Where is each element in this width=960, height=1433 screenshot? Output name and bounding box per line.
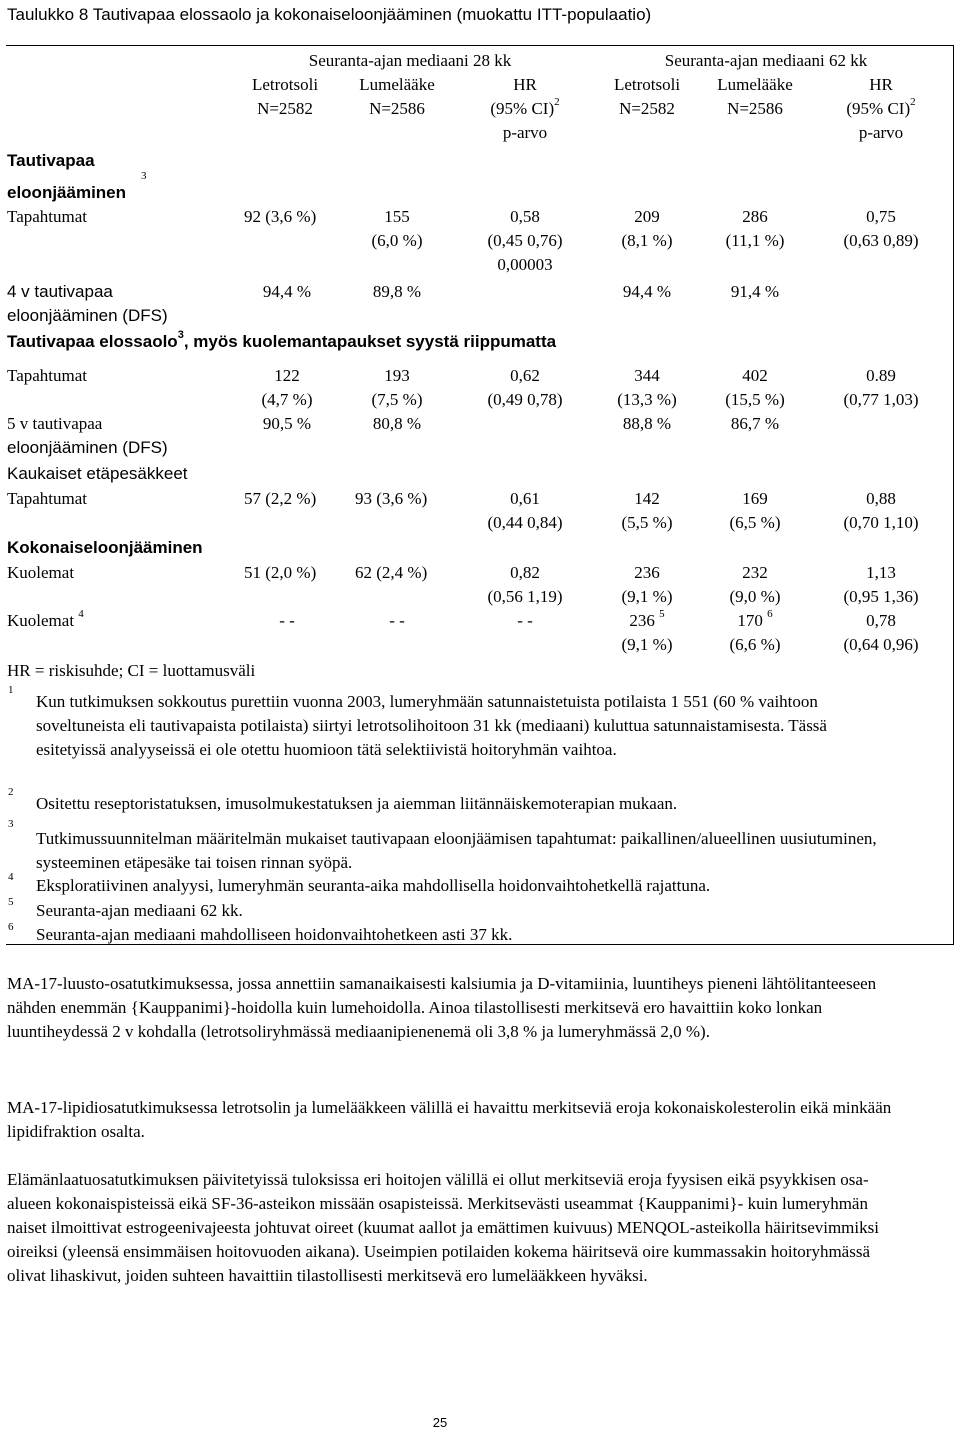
cell-ci-62: (0,64 0,96) bbox=[843, 635, 919, 654]
cell-lume-28: 93 (3,6 %) bbox=[355, 489, 428, 508]
body-paragraph: MA-17-lipidiosatutkimuksessa letrotsolin ja lumelääkkeen välillä ei havaittu merkitseviä eroja kokonaiskolesterolin eikä minkään lipidifraktion osalta. bbox=[7, 1098, 892, 1141]
cell-letro-62-pct: (5,5 %) bbox=[621, 513, 673, 532]
cell-letro-62: 94,4 % bbox=[622, 282, 672, 301]
cell-hr-28: 0,82 bbox=[510, 563, 540, 582]
col-lume-62: Lumelääke bbox=[717, 75, 793, 94]
cell-hr-28: 0,61 bbox=[510, 489, 540, 508]
cell-lume-28-pct: (7,5 %) bbox=[371, 390, 423, 409]
cell-hr-62: 0,88 bbox=[866, 489, 896, 508]
cell-lume-62: 286 bbox=[742, 207, 768, 226]
cell-lume-62: 86,7 % bbox=[730, 414, 780, 433]
row-label-2: eloonjääminen (DFS) bbox=[7, 306, 168, 325]
col-hr-62: HR bbox=[869, 75, 893, 94]
cell-letro-62-pct: (13,3 %) bbox=[617, 390, 677, 409]
table-top-border bbox=[6, 45, 954, 46]
row-label: Tapahtumat bbox=[7, 207, 88, 226]
col-parvo-62: p-arvo bbox=[858, 123, 904, 142]
col-lume-28: Lumelääke bbox=[359, 75, 435, 94]
abbreviations: HR = riskisuhde; CI = luottamusväli bbox=[7, 661, 256, 680]
cell-letro-28: 90,5 % bbox=[262, 414, 312, 433]
table-title: Taulukko 8 Tautivapaa elossaolo ja kokonaiseloonjääminen (muokattu ITT-populaatio) bbox=[7, 5, 652, 24]
col-letro-62: Letrotsoli bbox=[613, 75, 681, 94]
col-hr-28: HR bbox=[513, 75, 537, 94]
row-label: Tapahtumat bbox=[7, 366, 88, 385]
body-paragraph: MA-17-luusto-osatutkimuksessa, jossa annettiin samanaikaisesti kalsiumia ja D-vitamiinia, luuntiheys pieneni lähtölitanteeseen nähden enemmän {Kauppanimi}-hoidolla kuin lumehoidolla. Ainoa tilastollisesti merkitsevä ero havaittiin koko lonkan luuntiheydessä 2 v kohdalla (letrotsoliryhmässä mediaanipienenemä oli 3,8 % ja lumeryhmässä 2,0 %). bbox=[7, 974, 877, 1041]
cell-ci-28: (0,49 0,78) bbox=[487, 390, 563, 409]
cell-hr-62: 1,13 bbox=[866, 563, 896, 582]
cell-lume-28: 80,8 % bbox=[372, 414, 422, 433]
row-label-2: eloonjääminen (DFS) bbox=[7, 438, 168, 457]
footnote-text: Seuranta-ajan mediaani mahdolliseen hoidonvaihtohetkeen asti 37 kk. bbox=[36, 925, 513, 944]
cell-letro-28: 51 (2,0 %) bbox=[244, 563, 317, 582]
cell-lume-62-pct: (15,5 %) bbox=[725, 390, 785, 409]
cell-letro-62-pct: (8,1 %) bbox=[621, 231, 673, 250]
footnote-text: Ositettu reseptoristatuksen, imusolmukestatuksen ja aiemman liitännäiskemoterapian mukaan. bbox=[36, 794, 678, 813]
footnote-number: 5 bbox=[8, 896, 14, 908]
footnote-text: Tutkimussuunnitelman määritelmän mukaiset tautivapaan eloonjäämisen tapahtumat: paikallinen/alueellinen uusiutuminen, systeeminen etäpesäke tai toisen rinnan syöpä. bbox=[36, 829, 877, 872]
cell-lume-28: - - bbox=[389, 611, 405, 630]
group-header-28: Seuranta-ajan mediaani 28 kk bbox=[308, 51, 512, 70]
footnote-text: Kun tutkimuksen sokkoutus purettiin vuonna 2003, lumeryhmään satunnaistetuista potilaista 1 551 (60 % vaihtoon soveltuneista eli tautivapaista potilaista) siirtyi letrotsolihoitoon 31 kk (mediaani) kuluttua satunnaistamisesta. Tässä esitetyissä analyyseissä ei ole otettu huomioon tätä selektiivistä hoitoryhmän vaihtoa. bbox=[36, 692, 827, 759]
cell-lume-28: 89,8 % bbox=[372, 282, 422, 301]
cell-letro-28: 122 bbox=[274, 366, 300, 385]
cell-lume-62-pct: (11,1 %) bbox=[725, 231, 785, 250]
footnote-number: 4 bbox=[8, 871, 14, 883]
cell-ci-28: (0,45 0,76) bbox=[487, 231, 563, 250]
cell-letro-62: 236 bbox=[634, 563, 660, 582]
col-parvo-28: p-arvo bbox=[502, 123, 548, 142]
footnote-number: 1 bbox=[8, 684, 14, 696]
cell-letro-28: - - bbox=[279, 611, 295, 630]
section-dfs-sup: 3 bbox=[141, 170, 147, 182]
footnote-text: Seuranta-ajan mediaani 62 kk. bbox=[36, 901, 243, 920]
cell-lume-62-pct: (6,5 %) bbox=[729, 513, 781, 532]
col-letro-n-62: N=2582 bbox=[619, 99, 675, 118]
cell-lume-62-pct: (9,0 %) bbox=[729, 587, 781, 606]
cell-p-28: 0,00003 bbox=[497, 255, 553, 274]
footnote-number: 6 bbox=[8, 921, 14, 933]
cell-letro-28-pct: (4,7 %) bbox=[261, 390, 313, 409]
cell-ci-28: (0,56 1,19) bbox=[487, 587, 563, 606]
cell-letro-28: 92 (3,6 %) bbox=[244, 207, 317, 226]
section-os-title: Kokonaiseloonjääminen bbox=[7, 538, 203, 557]
row-label: 5 v tautivapaa bbox=[7, 414, 103, 433]
cell-lume-62: 170 $^6$ bbox=[737, 608, 773, 630]
cell-lume-28: 193 bbox=[384, 366, 410, 385]
cell-lume-62: 402 bbox=[742, 366, 768, 385]
cell-ci-62: (0,77 1,03) bbox=[843, 390, 919, 409]
footnote-text: Eksploratiivinen analyysi, lumeryhmän seuranta-aika mahdollisella hoidonvaihtohetkellä rajattuna. bbox=[36, 876, 711, 895]
cell-letro-28: 57 (2,2 %) bbox=[244, 489, 317, 508]
cell-hr-28: - - bbox=[517, 611, 533, 630]
col-ci-62: (95% CI)$^2$ bbox=[846, 96, 916, 118]
cell-letro-62-pct: (9,1 %) bbox=[621, 635, 673, 654]
footnote-number: 2 bbox=[8, 786, 14, 798]
cell-ci-62: (0,95 1,36) bbox=[843, 587, 919, 606]
row-label: Tapahtumat bbox=[7, 489, 88, 508]
cell-ci-62: (0,70 1,10) bbox=[843, 513, 919, 532]
cell-lume-62: 169 bbox=[742, 489, 768, 508]
cell-letro-62-pct: (9,1 %) bbox=[621, 587, 673, 606]
cell-letro-62: 344 bbox=[634, 366, 660, 385]
cell-letro-62: 142 bbox=[634, 489, 660, 508]
cell-lume-28: 155 bbox=[384, 207, 410, 226]
footnote-number: 3 bbox=[8, 818, 14, 830]
section-distant-title: Kaukaiset etäpesäkkeet bbox=[7, 464, 188, 483]
cell-letro-62: 236 $^5$ bbox=[629, 608, 665, 630]
col-letro-n-28: N=2582 bbox=[257, 99, 313, 118]
cell-letro-28: 94,4 % bbox=[262, 282, 312, 301]
col-lume-n-28: N=2586 bbox=[369, 99, 425, 118]
cell-letro-62: 88,8 % bbox=[622, 414, 672, 433]
cell-ci-62: (0,63 0,89) bbox=[843, 231, 919, 250]
col-letro-28: Letrotsoli bbox=[251, 75, 319, 94]
col-ci-28: (95% CI)$^2$ bbox=[490, 96, 560, 118]
group-header-62: Seuranta-ajan mediaani 62 kk bbox=[664, 51, 868, 70]
cell-hr-28: 0,58 bbox=[510, 207, 540, 226]
cell-lume-62: 232 bbox=[742, 563, 768, 582]
cell-letro-62: 209 bbox=[634, 207, 660, 226]
section-dfs-title-2: eloonjääminen bbox=[7, 183, 127, 202]
cell-lume-28: 62 (2,4 %) bbox=[355, 563, 428, 582]
cell-hr-62: 0,75 bbox=[866, 207, 896, 226]
row-label: Kuolemat bbox=[7, 563, 75, 582]
section-dfs-alt-title: Tautivapaa elossaolo$^3$, myös kuolemantapaukset syystä riippumatta bbox=[7, 329, 557, 351]
cell-lume-62-pct: (6,6 %) bbox=[729, 635, 781, 654]
cell-ci-28: (0,44 0,84) bbox=[487, 513, 563, 532]
section-dfs-title: Tautivapaa bbox=[7, 151, 95, 170]
col-lume-n-62: N=2586 bbox=[727, 99, 783, 118]
cell-lume-62: 91,4 % bbox=[730, 282, 780, 301]
table-right-border bbox=[953, 45, 954, 945]
cell-lume-28-pct: (6,0 %) bbox=[371, 231, 423, 250]
cell-hr-28: 0,62 bbox=[510, 366, 540, 385]
cell-hr-62: 0,78 bbox=[866, 611, 896, 630]
page-number: 25 bbox=[432, 1415, 448, 1430]
body-paragraph: Elämänlaatuosatutkimuksen päivitetyissä tuloksissa eri hoitojen välillä ei ollut merkitseviä eroja fyysisen eikä psyykkisen osa-alueen kokonaispisteissä eikä SF-36-asteikon missään osapisteissä. Merkitsevästi useammat {Kauppanimi}- kuin lumeryhmän naiset ilmoittivat estrogeenivajeesta johtuvat oireet (kuumat aallot ja emättimen kuivuus) MENQOL-asteikolla häiritsevimmiksi oireiksi (yleensä ensimmäisen hoitovuoden aikana). Useimpien potilaiden kokema häiritsevä oire kummassakin hoitoryhmässä olivat lihaskivut, joiden suhteen havaittiin tilastollisesti merkitsevä ero lumelääkkeen hyväksi. bbox=[7, 1170, 879, 1285]
row-label: Kuolemat $^4$ bbox=[7, 608, 84, 630]
cell-hr-62: 0.89 bbox=[866, 366, 896, 385]
row-label: 4 v tautivapaa bbox=[7, 282, 113, 301]
